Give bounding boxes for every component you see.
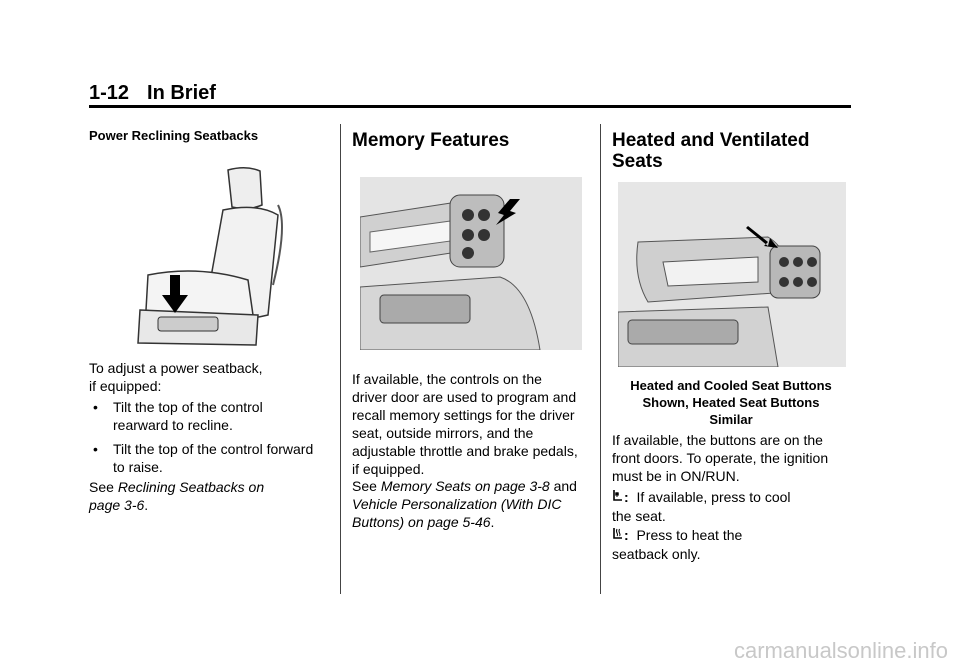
vehicle-personalization-link[interactable]: Vehicle Personalization (With DIC	[352, 496, 562, 512]
memory-seats-link[interactable]: Memory Seats on page 3-8	[380, 478, 550, 494]
column-divider-1	[340, 124, 341, 594]
heated-seatback-icon	[612, 527, 624, 545]
vehicle-personalization-page-link[interactable]: Buttons) on page 5-46	[352, 514, 491, 530]
list-item: • Tilt the top of the control rearward to recline.	[93, 399, 263, 433]
recline-bullet-list	[89, 398, 334, 476]
seat-illustration	[128, 165, 300, 347]
reclining-seatbacks-link[interactable]: Reclining Seatbacks on	[117, 479, 265, 495]
header-rule	[89, 105, 851, 108]
section-title: In Brief	[147, 82, 216, 104]
cooled-seat-icon	[612, 489, 624, 507]
memory-features-heading: Memory Features	[352, 130, 510, 151]
cool-seat-description: : If available, press to cool the seat.	[612, 489, 791, 525]
power-reclining-subheading: Power Reclining Seatbacks	[89, 128, 259, 143]
recline-intro: To adjust a power seatback, if equipped:	[89, 360, 263, 394]
watermark: carmanualsonline.info	[733, 638, 948, 663]
column-divider-2	[600, 124, 601, 594]
figure-caption: Heated and Cooled Seat Buttons Shown, Heated Seat Buttons Similar	[630, 378, 832, 427]
door-memory-controls-illustration	[360, 177, 582, 350]
list-item: • Tilt the top of the control forward to raise.	[93, 441, 314, 475]
door-seat-buttons-illustration	[618, 182, 846, 367]
page-number: 1-12	[89, 82, 130, 104]
reclining-seatbacks-page-link[interactable]: page 3-6	[89, 497, 145, 513]
heated-body: If available, the buttons are on the front doors. To operate, the ignition must be in ON/RUN.	[612, 432, 829, 484]
page-header	[89, 82, 216, 105]
memory-see-reference: See Memory Seats on page 3-8 and Vehicle Personalization (With DIC Buttons) on page 5-46.	[352, 478, 577, 530]
memory-body: If available, the controls on the driver door are used to program and recall memory settings for the driver seat, outside mirrors, and the adjustable throttle and brake pedals, if equipped.	[352, 371, 578, 477]
heat-seatback-description: : Press to heat the seatback only.	[612, 527, 743, 563]
recline-see-reference: See Reclining Seatbacks on page 3-6.	[89, 479, 265, 513]
heated-ventilated-heading: Heated and Ventilated Seats	[612, 130, 810, 172]
